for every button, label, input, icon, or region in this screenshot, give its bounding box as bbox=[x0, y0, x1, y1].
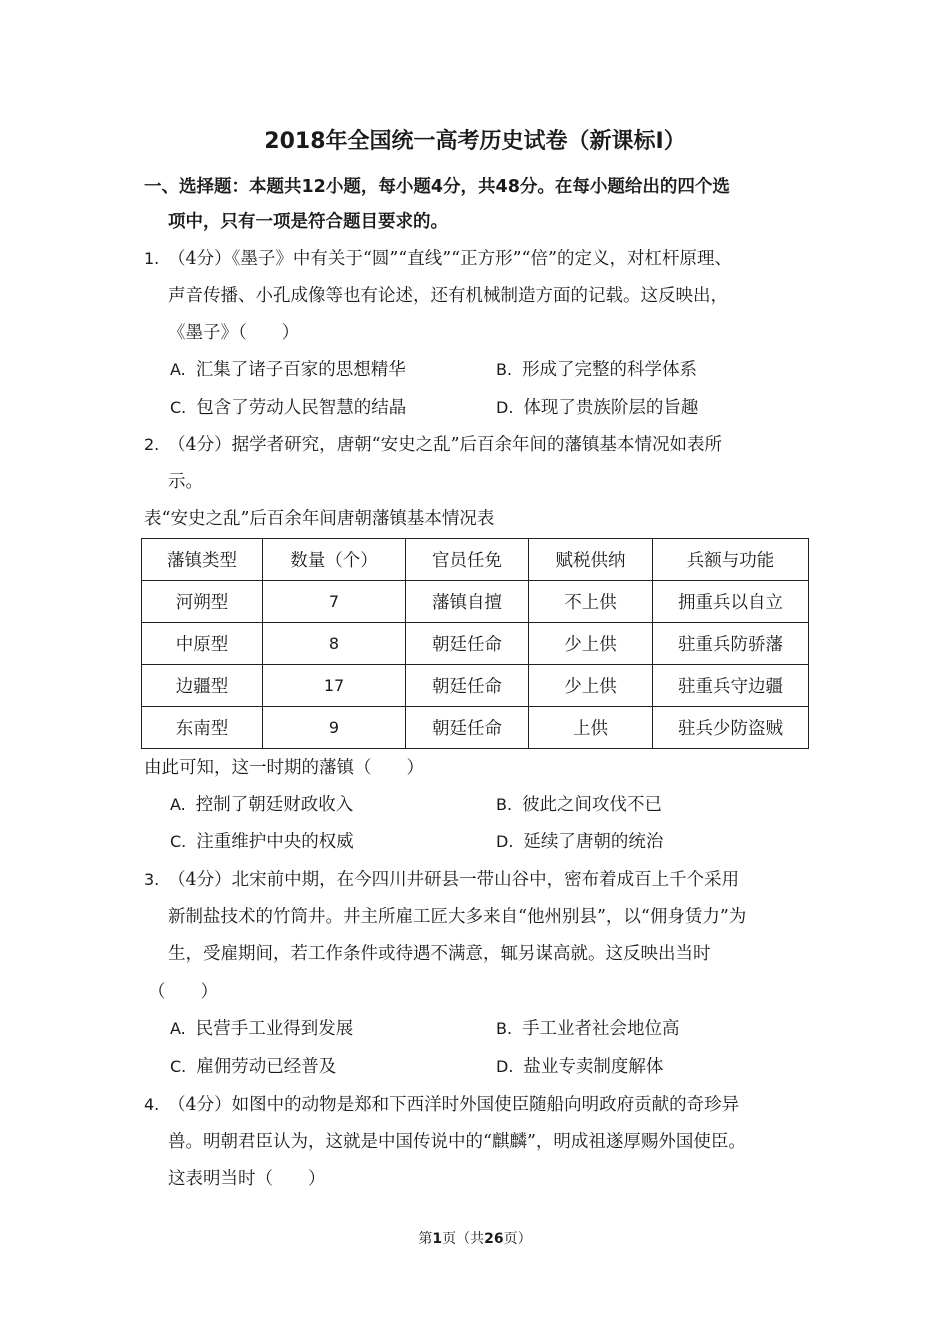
table-caption: 表“安史之乱”后百余年间唐朝藩镇基本情况表 bbox=[144, 509, 495, 529]
question-2-line-1: （4分）据学者研究，唐朝“安史之乱”后百余年间的藩镇基本情况如表所 bbox=[168, 435, 723, 455]
table-cell: 藩镇自擅 bbox=[406, 581, 529, 623]
table-cell: 中原型 bbox=[142, 623, 263, 665]
question-1-option-d[interactable]: D. 体现了贵族阶层的旨趣 bbox=[496, 398, 699, 418]
question-1-line-1: （4分）《墨子》中有关于“圆”“直线”“正方形”“倍”的定义，对杠杆原理、 bbox=[168, 249, 732, 269]
section-heading-line-1: 一、选择题：本题共12小题，每小题4分，共48分。在每小题给出的四个选 bbox=[144, 177, 730, 197]
question-3-line-1: （4分）北宋前中期，在今四川井研县一带山谷中，密布着成百上千个采用 bbox=[168, 870, 740, 890]
question-3-option-a[interactable]: A. 民营手工业得到发展 bbox=[170, 1019, 354, 1039]
section-heading-line-2: 项中，只有一项是符合题目要求的。 bbox=[168, 212, 448, 232]
table-row bbox=[142, 581, 809, 623]
question-3-number: 3. bbox=[144, 870, 160, 889]
question-2-number: 2. bbox=[144, 435, 160, 454]
current-page-number: 1 bbox=[432, 1231, 443, 1247]
question-2-option-a[interactable]: A. 控制了朝廷财政收入 bbox=[170, 795, 354, 815]
table-cell: 东南型 bbox=[142, 707, 263, 749]
question-1-option-b[interactable]: B. 形成了完整的科学体系 bbox=[496, 360, 698, 380]
table-cell: 上供 bbox=[529, 707, 653, 749]
question-1-line-3: 《墨子》（ ） bbox=[168, 323, 300, 343]
question-2-option-c[interactable]: C. 注重维护中央的权威 bbox=[170, 832, 354, 852]
total-page-count: 26 bbox=[484, 1231, 504, 1247]
question-1-number: 1. bbox=[144, 249, 160, 268]
table-header-cell: 藩镇类型 bbox=[142, 539, 263, 581]
page-title: 2018年全国统一高考历史试卷（新课标Ⅰ） bbox=[264, 129, 686, 154]
table-cell: 7 bbox=[263, 581, 406, 623]
table-row bbox=[142, 623, 809, 665]
question-3-line-2: 新制盐技术的竹筒井。井主所雇工匠大多来自“他州别县”，以“佣身赁力”为 bbox=[168, 907, 747, 927]
question-3-line-4: （ ） bbox=[148, 982, 218, 1002]
question-2-option-b[interactable]: B. 彼此之间攻伐不已 bbox=[496, 795, 663, 815]
table-cell: 边疆型 bbox=[142, 665, 263, 707]
table-cell: 朝廷任命 bbox=[406, 707, 529, 749]
table-header-cell: 兵额与功能 bbox=[653, 539, 809, 581]
question-3-line-3: 生，受雇期间，若工作条件或待遇不满意，辄另谋高就。这反映出当时 bbox=[168, 944, 711, 964]
table-header-cell: 赋税供纳 bbox=[529, 539, 653, 581]
question-2-line-2: 示。 bbox=[168, 472, 203, 492]
question-4-line-3: 这表明当时（ ） bbox=[168, 1169, 326, 1189]
table-header-cell: 官员任免 bbox=[406, 539, 529, 581]
table-cell: 拥重兵以自立 bbox=[653, 581, 809, 623]
table-cell: 驻重兵防骄藩 bbox=[653, 623, 809, 665]
page-footer: 第1页（共26页） bbox=[418, 1231, 532, 1247]
table-cell: 不上供 bbox=[529, 581, 653, 623]
question-2-stem-after-table: 由此可知，这一时期的藩镇（ ） bbox=[144, 758, 424, 778]
table-header-row bbox=[142, 539, 809, 581]
table-cell: 8 bbox=[263, 623, 406, 665]
question-4-number: 4. bbox=[144, 1095, 160, 1114]
table-cell: 朝廷任命 bbox=[406, 623, 529, 665]
table-row bbox=[142, 707, 809, 749]
table-cell: 驻兵少防盗贼 bbox=[653, 707, 809, 749]
section-heading bbox=[144, 170, 814, 240]
question-2-option-d[interactable]: D. 延续了唐朝的统治 bbox=[496, 832, 664, 852]
fanzhen-table bbox=[141, 538, 809, 749]
question-4-line-1: （4分）如图中的动物是郑和下西洋时外国使臣随船向明政府贡献的奇珍异 bbox=[168, 1095, 740, 1115]
question-3-option-d[interactable]: D. 盐业专卖制度解体 bbox=[496, 1057, 664, 1077]
question-1-option-a[interactable]: A. 汇集了诸子百家的思想精华 bbox=[170, 360, 406, 380]
table-cell: 少上供 bbox=[529, 665, 653, 707]
table-row bbox=[142, 665, 809, 707]
question-3-option-c[interactable]: C. 雇佣劳动已经普及 bbox=[170, 1057, 337, 1077]
table-cell: 朝廷任命 bbox=[406, 665, 529, 707]
table-cell: 9 bbox=[263, 707, 406, 749]
table-cell: 17 bbox=[263, 665, 406, 707]
question-3-option-b[interactable]: B. 手工业者社会地位高 bbox=[496, 1019, 680, 1039]
question-4-line-2: 兽。明朝君臣认为，这就是中国传说中的“麒麟”，明成祖遂厚赐外国使臣。 bbox=[168, 1132, 746, 1152]
table-cell: 少上供 bbox=[529, 623, 653, 665]
question-1-option-c[interactable]: C. 包含了劳动人民智慧的结晶 bbox=[170, 398, 407, 418]
question-1-line-2: 声音传播、小孔成像等也有论述，还有机械制造方面的记载。这反映出， bbox=[168, 286, 728, 306]
table-header-cell: 数量（个） bbox=[263, 539, 406, 581]
table-cell: 河朔型 bbox=[142, 581, 263, 623]
table-cell: 驻重兵守边疆 bbox=[653, 665, 809, 707]
